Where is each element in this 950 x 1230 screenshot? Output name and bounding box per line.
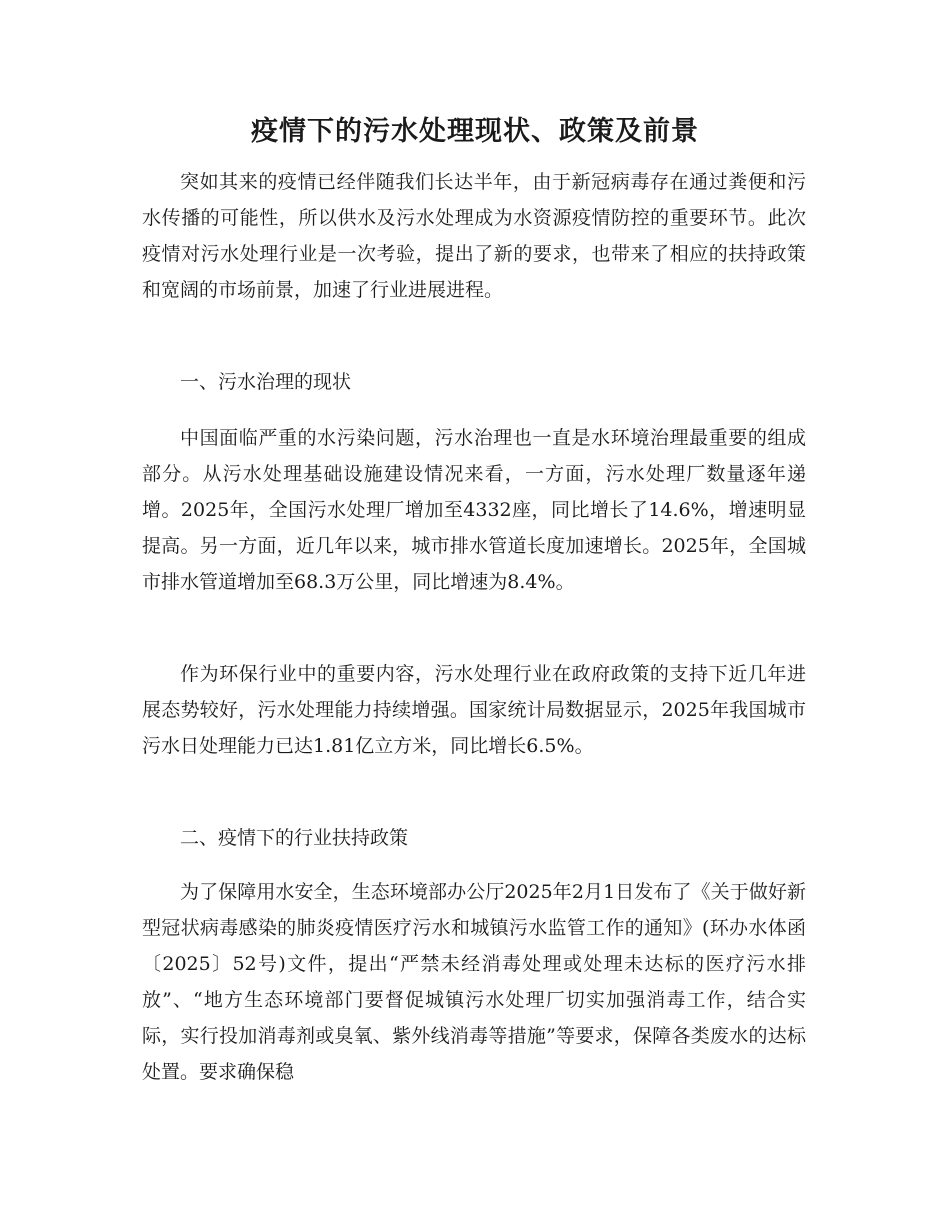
section-heading-policy: 二、疫情下的行业扶持政策 xyxy=(180,827,409,849)
paragraph-intro: 突如其来的疫情已经伴随我们长达半年，由于新冠病毒存在通过粪便和污水传播的可能性，所以供水及污水处理成为水资源疫情防控的重要环节。此次疫情对污水处理行业是一次考验，提出了新的要求，也带来了相应的扶持政策和宽阔的市场前景，加速了行业进展进程。 xyxy=(142,171,806,301)
paragraph-policy: 为了保障用水安全，生态环境部办公厅2025年2月1日发布了《关于做好新型冠状病毒感染的肺炎疫情医疗污水和城镇污水监管工作的通知》(环办水体函〔2025〕52号)文件，提出“严禁未经消毒处理或处理未达标的医疗污水排放”、“地方生态环境部门要督促城镇污水处理厂切实加强消毒工作，结合实际，实行投加消毒剂或臭氧、紫外线消毒等措施”等要求，保障各类废水的达标处置。要求确保稳 xyxy=(142,881,806,1083)
paragraph-status: 中国面临严重的水污染问题，污水治理也一直是水环境治理最重要的组成部分。从污水处理基础设施建设情况来看，一方面，污水处理厂数量逐年递增。2025年，全国污水处理厂增加至4332座，同比增长了14.6%，增速明显提高。另一方面，近几年以来，城市排水管道长度加速增长。2025年，全国城市排水管道增加至68.3万公里，同比增速为8.4%。 xyxy=(142,427,806,593)
paragraph-capacity: 作为环保行业中的重要内容，污水处理行业在政府政策的支持下近几年进展态势较好，污水处理能力持续增强。国家统计局数据显示，2025年我国城市污水日处理能力已达1.81亿立方米，同比增长6.5%。 xyxy=(142,663,806,757)
section-heading-status: 一、污水治理的现状 xyxy=(180,371,352,393)
document-title: 疫情下的污水处理现状、政策及前景 xyxy=(251,116,699,147)
